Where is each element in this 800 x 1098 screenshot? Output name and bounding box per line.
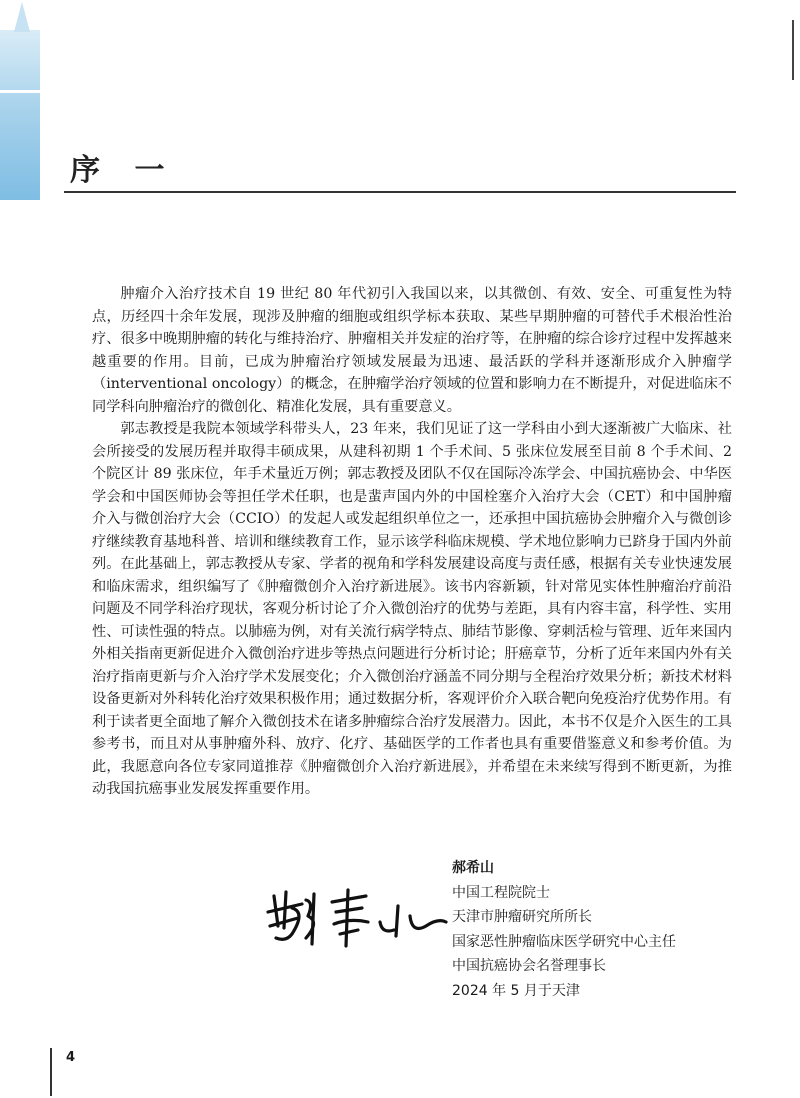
signature-block <box>452 856 676 1003</box>
title-divider <box>64 191 736 193</box>
page-number: 4 <box>66 1050 76 1065</box>
handwritten-signature <box>262 882 452 952</box>
paragraph-1: 肿瘤介入治疗技术自 19 世纪 80 年代初引入我国以来，以其微创、有效、安全、可重复性为特点，历经四十余年发展，现涉及肿瘤的细胞或组织学标本获取、某些早期肿瘤的可替代手术根治性治疗、很多中晚期肿瘤的转化与维持治疗、肿瘤相关并发症的治疗等，在肿瘤的综合诊疗过程中发挥越来越重要的作用。目前，已成为肿瘤治疗领域发展最为迅速、最活跃的学科并逐渐形成介入肿瘤学（interventional oncology）的概念，在肿瘤学治疗领域的位置和影响力在不断提升，对促进临床不同学科向肿瘤治疗的微创化、精准化发展，具有重要意义。 <box>92 286 732 415</box>
author-title-4: 中国抗癌协会名誉理事长 <box>452 958 606 974</box>
author-title-1: 中国工程院院士 <box>452 884 550 901</box>
author-title-2: 天津市肿瘤研究所所长 <box>452 909 592 925</box>
author-title-3: 国家恶性肿瘤临床医学研究中心主任 <box>452 933 676 950</box>
page-edge-line <box>792 20 794 80</box>
author-name: 郝希山 <box>452 860 494 876</box>
date-location: 2024 年 5 月于天津 <box>452 982 580 999</box>
corner-decoration <box>0 30 40 200</box>
paragraph-2: 郭志教授是我院本领域学科带头人，23 年来，我们见证了这一学科由小到大逐渐被广大临床、社会所接受的发展历程并取得丰硕成果，从建科初期 1 个手术间、5 张床位发展至目前 8 个手术间、2 个院区计 89 张床位，年手术量近万例；郭志教授及团队不仅在国际冷冻学会、中国抗癌协会、中华医学会和中国医师协会等担任学术任职，也是蜚声国内外的中国栓塞介入治疗大会（CET）和中国肿瘤介入与微创治疗大会（CCIO）的发起人或发起组织单位之一，还承担中国抗癌协会肿瘤介入与微创诊疗继续教育基地科普、培训和继续教育工作，显示该学科临床规模、学术地位影响力已跻身于国内外前列。在此基础上，郭志教授从专家、学者的视角和学科发展建设高度与责任感，根据有关专业快速发展和临床需求，组织编写了《肿瘤微创介入治疗新进展》。该书内容新颖，针对常见实体性肿瘤治疗前沿问题及不同学科治疗现状，客观分析讨论了介入微创治疗的优势与差距，具有内容丰富，科学性、实用性、可读性强的特点。以肺癌为例，对有关流行病学特点、肺结节影像、穿刺活检与管理、近年来国内外相关指南更新促进介入微创治疗进步等热点问题进行分析讨论；肝癌章节，分析了近年来国内外有关治疗指南更新与介入治疗学术发展变化；介入微创治疗涵盖不同分期与全程治疗效果分析；新技术材料设备更新对外科转化治疗效果积极作用；通过数据分析，客观评价介入联合靶向免疫治疗优势作用。有利于读者更全面地了解介入微创技术在诸多肿瘤综合治疗发展潜力。因此，本书不仅是介入医生的工具参考书，而且对从事肿瘤外科、放疗、化疗、基础医学的工作者也具有重要借鉴意义和参考价值。为此，我愿意向各位专家同道推荐《肿瘤微创介入治疗新进展》，并希望在未来续写得到不断更新，为推动我国抗癌事业发展发挥重要作用。 <box>92 421 732 797</box>
preface-body <box>92 283 732 801</box>
footer-rule <box>50 1048 52 1096</box>
page-title: 序 一 <box>70 153 177 188</box>
